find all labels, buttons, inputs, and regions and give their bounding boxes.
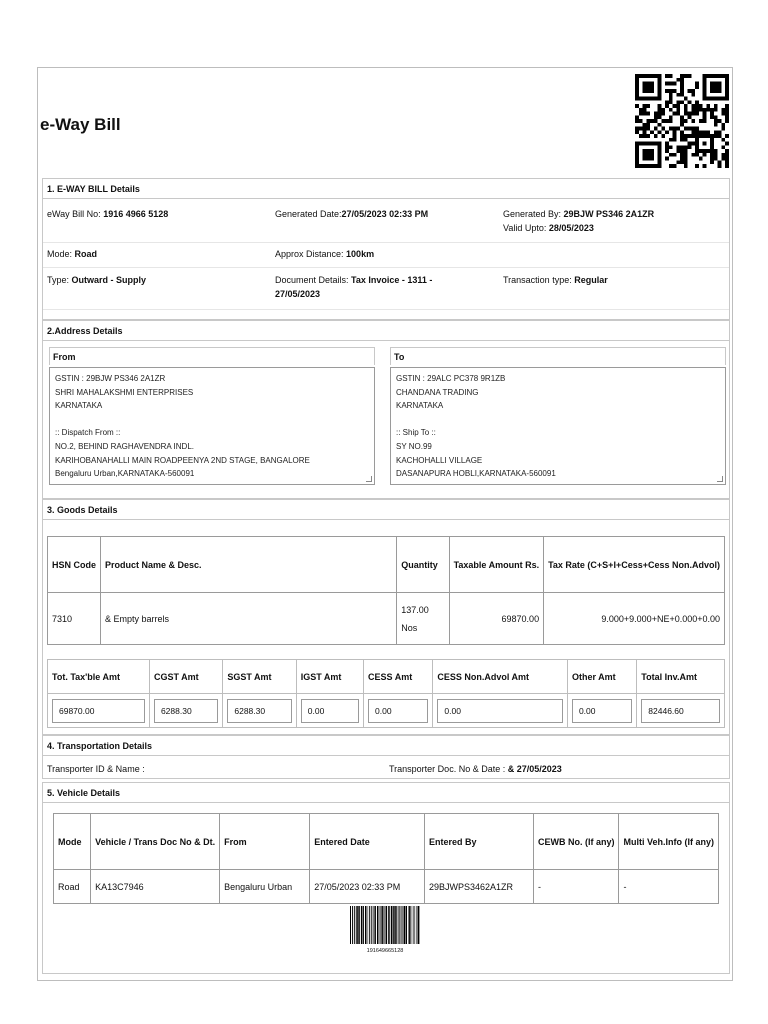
vehicle-cell: Bengaluru Urban xyxy=(220,870,310,904)
totals-value-cell xyxy=(296,694,363,728)
qr-code-icon xyxy=(635,74,729,168)
to-header: To xyxy=(390,347,726,365)
vehicle-table xyxy=(53,813,719,904)
goods-table xyxy=(47,536,725,645)
generated-by: Generated By: 29BJW PS346 2A1ZR xyxy=(503,209,655,219)
transportation-details-section xyxy=(42,735,730,779)
totals-header-cell: Total Inv.Amt xyxy=(637,660,725,694)
totals-value-field: 0.00 xyxy=(572,699,632,723)
address-line xyxy=(55,413,369,427)
vehicle-header-cell: Entered Date xyxy=(310,814,425,870)
totals-value-cell xyxy=(149,694,222,728)
totals-value-cell xyxy=(433,694,568,728)
section-header: 1. E-WAY BILL Details xyxy=(43,179,729,199)
to-address-textarea[interactable] xyxy=(390,367,726,485)
totals-header-row xyxy=(48,660,725,694)
totals-table xyxy=(47,659,725,728)
totals-value-field: 0.00 xyxy=(301,699,359,723)
vehicle-header-cell: Entered By xyxy=(425,814,534,870)
from-address-textarea[interactable] xyxy=(49,367,375,485)
from-header: From xyxy=(49,347,375,365)
totals-value-field: 6288.30 xyxy=(154,699,218,723)
section-header: 4. Transportation Details xyxy=(43,736,729,756)
table-row xyxy=(54,870,719,904)
address-line: SHRI MAHALAKSHMI ENTERPRISES xyxy=(55,387,194,397)
totals-value-field: 69870.00 xyxy=(52,699,145,723)
table-row xyxy=(48,593,725,645)
section-header: 5. Vehicle Details xyxy=(43,783,729,803)
generated-date: Generated Date:27/05/2023 02:33 PM xyxy=(275,209,429,219)
divider xyxy=(43,309,729,310)
address-details-section xyxy=(42,320,730,499)
quantity-cell: 137.00 Nos xyxy=(397,593,449,645)
resize-grip-icon[interactable] xyxy=(717,476,723,482)
vehicle-header-row xyxy=(54,814,719,870)
hsn-header: HSN Code xyxy=(48,537,101,593)
address-line: CHANDANA TRADING xyxy=(396,387,479,397)
transport-mode: Mode: Road xyxy=(47,249,98,259)
vehicle-cell: - xyxy=(533,870,619,904)
goods-details-section xyxy=(42,499,730,735)
product-header: Product Name & Desc. xyxy=(101,537,397,593)
resize-grip-icon[interactable] xyxy=(366,476,372,482)
taxable-cell: 69870.00 xyxy=(449,593,544,645)
transporter-doc: Transporter Doc. No & Date : & 27/05/2023 xyxy=(389,764,562,774)
barcode-icon xyxy=(349,906,421,954)
address-line: KARNATAKA xyxy=(55,401,103,411)
tax-rate-cell: 9.000+9.000+NE+0.000+0.00 xyxy=(544,593,725,645)
vehicle-header-cell: From xyxy=(220,814,310,870)
eway-bill-document xyxy=(37,67,733,981)
address-line: KACHOHALLI VILLAGE xyxy=(396,455,483,465)
vehicle-cell: 29BJWPS3462A1ZR xyxy=(425,870,534,904)
divider xyxy=(43,267,729,268)
address-line: KARNATAKA xyxy=(396,401,444,411)
totals-header-cell: Tot. Tax'ble Amt xyxy=(48,660,150,694)
approx-distance: Approx Distance: 100km xyxy=(275,249,375,259)
totals-value-cell xyxy=(223,694,296,728)
address-line: Bengaluru Urban,KARNATAKA-560091 xyxy=(55,469,195,479)
ewb-details-section xyxy=(42,178,730,320)
section-header: 2.Address Details xyxy=(43,321,729,341)
vehicle-cell: - xyxy=(619,870,719,904)
transporter-id: Transporter ID & Name : xyxy=(47,764,145,774)
address-line: :: Dispatch From :: xyxy=(55,428,121,438)
totals-header-cell: Other Amt xyxy=(567,660,636,694)
vehicle-header-cell: Mode xyxy=(54,814,91,870)
totals-value-row xyxy=(48,694,725,728)
vehicle-cell: KA13C7946 xyxy=(91,870,220,904)
product-cell: & Empty barrels xyxy=(101,593,397,645)
address-line: KARIHOBANAHALLI MAIN ROADPEENYA 2ND STAGE, BANGALORE xyxy=(55,455,310,465)
address-line: DASANAPURA HOBLI,KARNATAKA-560091 xyxy=(396,469,556,479)
vehicle-header-cell: Multi Veh.Info (If any) xyxy=(619,814,719,870)
section-header: 3. Goods Details xyxy=(43,500,729,520)
totals-header-cell: CESS Non.Advol Amt xyxy=(433,660,568,694)
totals-header-cell: SGST Amt xyxy=(223,660,296,694)
document-details: Document Details: Tax Invoice - 1311 - xyxy=(275,275,433,285)
address-line: GSTIN : 29ALC PC378 9R1ZB xyxy=(396,374,506,383)
totals-header-cell: CESS Amt xyxy=(364,660,433,694)
document-title: e-Way Bill xyxy=(40,115,121,134)
address-line: :: Ship To :: xyxy=(396,428,436,438)
divider xyxy=(43,242,729,243)
totals-value-field: 0.00 xyxy=(437,699,563,723)
vehicle-header-cell: CEWB No. (If any) xyxy=(533,814,619,870)
vehicle-header-cell: Vehicle / Trans Doc No & Dt. xyxy=(91,814,220,870)
totals-value-cell xyxy=(364,694,433,728)
document-details-date: 27/05/2023 xyxy=(275,289,321,299)
valid-upto: Valid Upto: 28/05/2023 xyxy=(503,223,594,233)
totals-value-field: 6288.30 xyxy=(227,699,291,723)
vehicle-cell: 27/05/2023 02:33 PM xyxy=(310,870,425,904)
taxable-header: Taxable Amount Rs. xyxy=(449,537,544,593)
hsn-cell: 7310 xyxy=(48,593,101,645)
transaction-type: Transaction type: Regular xyxy=(503,275,608,285)
address-line: NO.2, BEHIND RAGHAVENDRA INDL. xyxy=(55,441,194,451)
supply-type: Type: Outward - Supply xyxy=(47,275,147,285)
totals-header-cell: IGST Amt xyxy=(296,660,363,694)
ewb-number: eWay Bill No: 1916 4966 5128 xyxy=(47,209,169,219)
quantity-header: Quantity xyxy=(397,537,449,593)
totals-header-cell: CGST Amt xyxy=(149,660,222,694)
goods-header-row xyxy=(48,537,725,593)
totals-value-field: 82446.60 xyxy=(641,699,720,723)
totals-value-field: 0.00 xyxy=(368,699,428,723)
barcode-number: 191649665128 xyxy=(366,948,404,954)
totals-value-cell xyxy=(637,694,725,728)
address-line: SY NO.99 xyxy=(396,441,432,451)
vehicle-cell: Road xyxy=(54,870,91,904)
address-line: GSTIN : 29BJW PS346 2A1ZR xyxy=(55,374,166,383)
totals-value-cell xyxy=(567,694,636,728)
tax-rate-header: Tax Rate (C+S+I+Cess+Cess Non.Advol) xyxy=(544,537,725,593)
totals-value-cell xyxy=(48,694,150,728)
address-line xyxy=(396,413,720,427)
